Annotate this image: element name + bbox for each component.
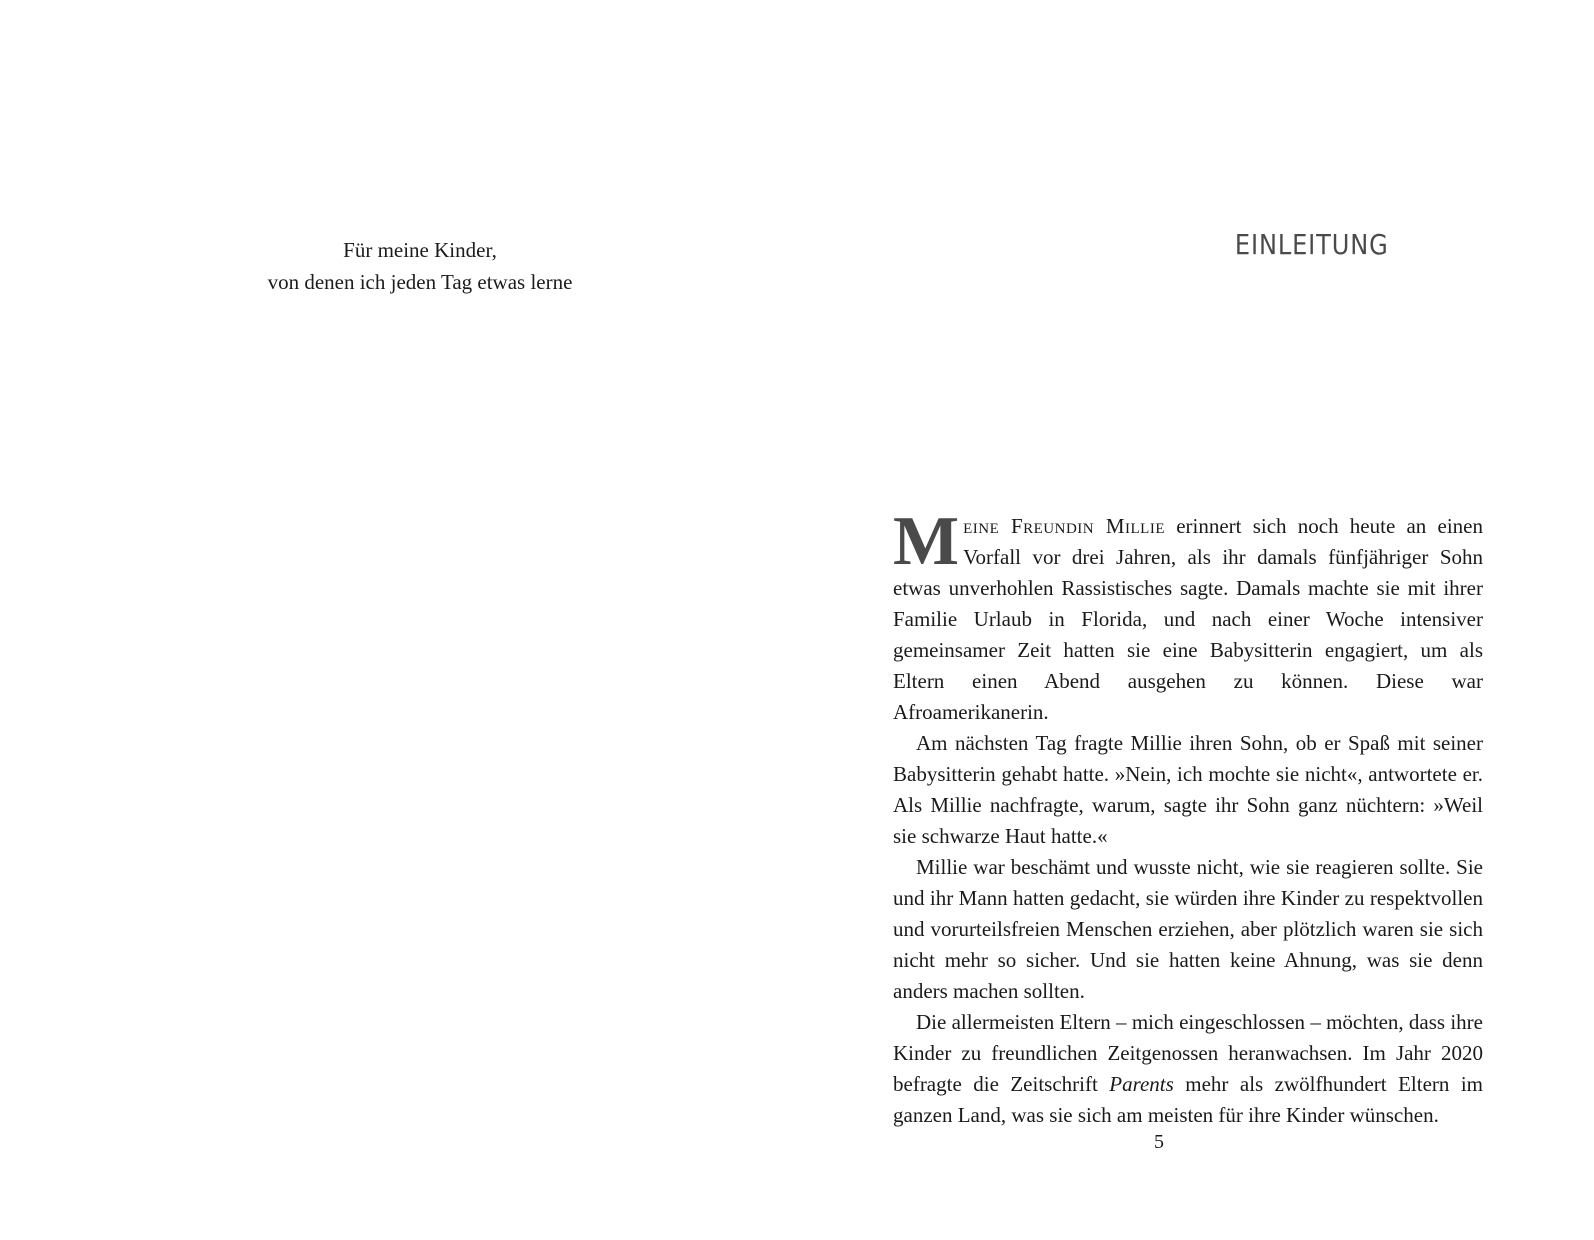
chapter-body [893, 503, 1484, 1131]
dedication [0, 234, 840, 298]
paragraph-4 [893, 1007, 1483, 1131]
paragraph-4-text-b: mehr als zwölfhundert Eltern im ganzen Land, was sie sich am meisten für ihre Kinder wünschen. [893, 1072, 1484, 1127]
paragraph-1-text: erinnert sich noch heute an einen Vorfall vor drei Jahren, als ihr damals fünfjähriger Sohn etwas unverhohlen Rassistisches sagte. Damals machte sie mit ihrer Familie Urlaub in Florida, und nach einer Woche intensiver gemeinsamer Zeit hatten sie eine Babysitterin engagiert, um als Eltern einen Abend ausgehen zu können. Diese war Afroamerikanerin. [893, 514, 1483, 724]
paragraph-2: Am nächsten Tag fragte Millie ihren Sohn, ob er Spaß mit seiner Babysitterin gehabt hatte. »Nein, ich mochte sie nicht«, antwortete er. Als Millie nachfragte, warum, sagte ihr Sohn ganz nüchtern: »Weil sie schwarze Haut hatte.« [893, 731, 1483, 848]
drop-cap: M [893, 503, 960, 580]
paragraph-4-text-a: Die allermeisten Eltern – mich eingeschlossen – möchten, dass ihre Kinder zu freundlichen Zeitgenossen heranwachsen. Im Jahr 2020 befragte die Zeitschrift [893, 1010, 1483, 1096]
chapter-title: EINLEITUNG [1234, 228, 1389, 261]
page-number: 5 [1154, 1131, 1164, 1153]
magazine-title: Parents [1109, 1072, 1174, 1096]
dedication-line-1: Für meine Kinder, [343, 238, 497, 262]
small-caps-lead: eine Freundin Millie [963, 514, 1165, 538]
paragraph-1 [893, 503, 1483, 728]
paragraph-3: Millie war beschämt und wusste nicht, wie sie reagieren sollte. Sie und ihr Mann hatten gedacht, sie würden ihre Kinder zu respektvollen und vorurteilsfreien Menschen erziehen, aber plötzlich waren sie sich nicht mehr so sicher. Und sie hatten keine Ahnung, was sie denn anders machen sollten. [893, 855, 1483, 1003]
dedication-line-2: von denen ich jeden Tag etwas lerne [267, 270, 573, 294]
